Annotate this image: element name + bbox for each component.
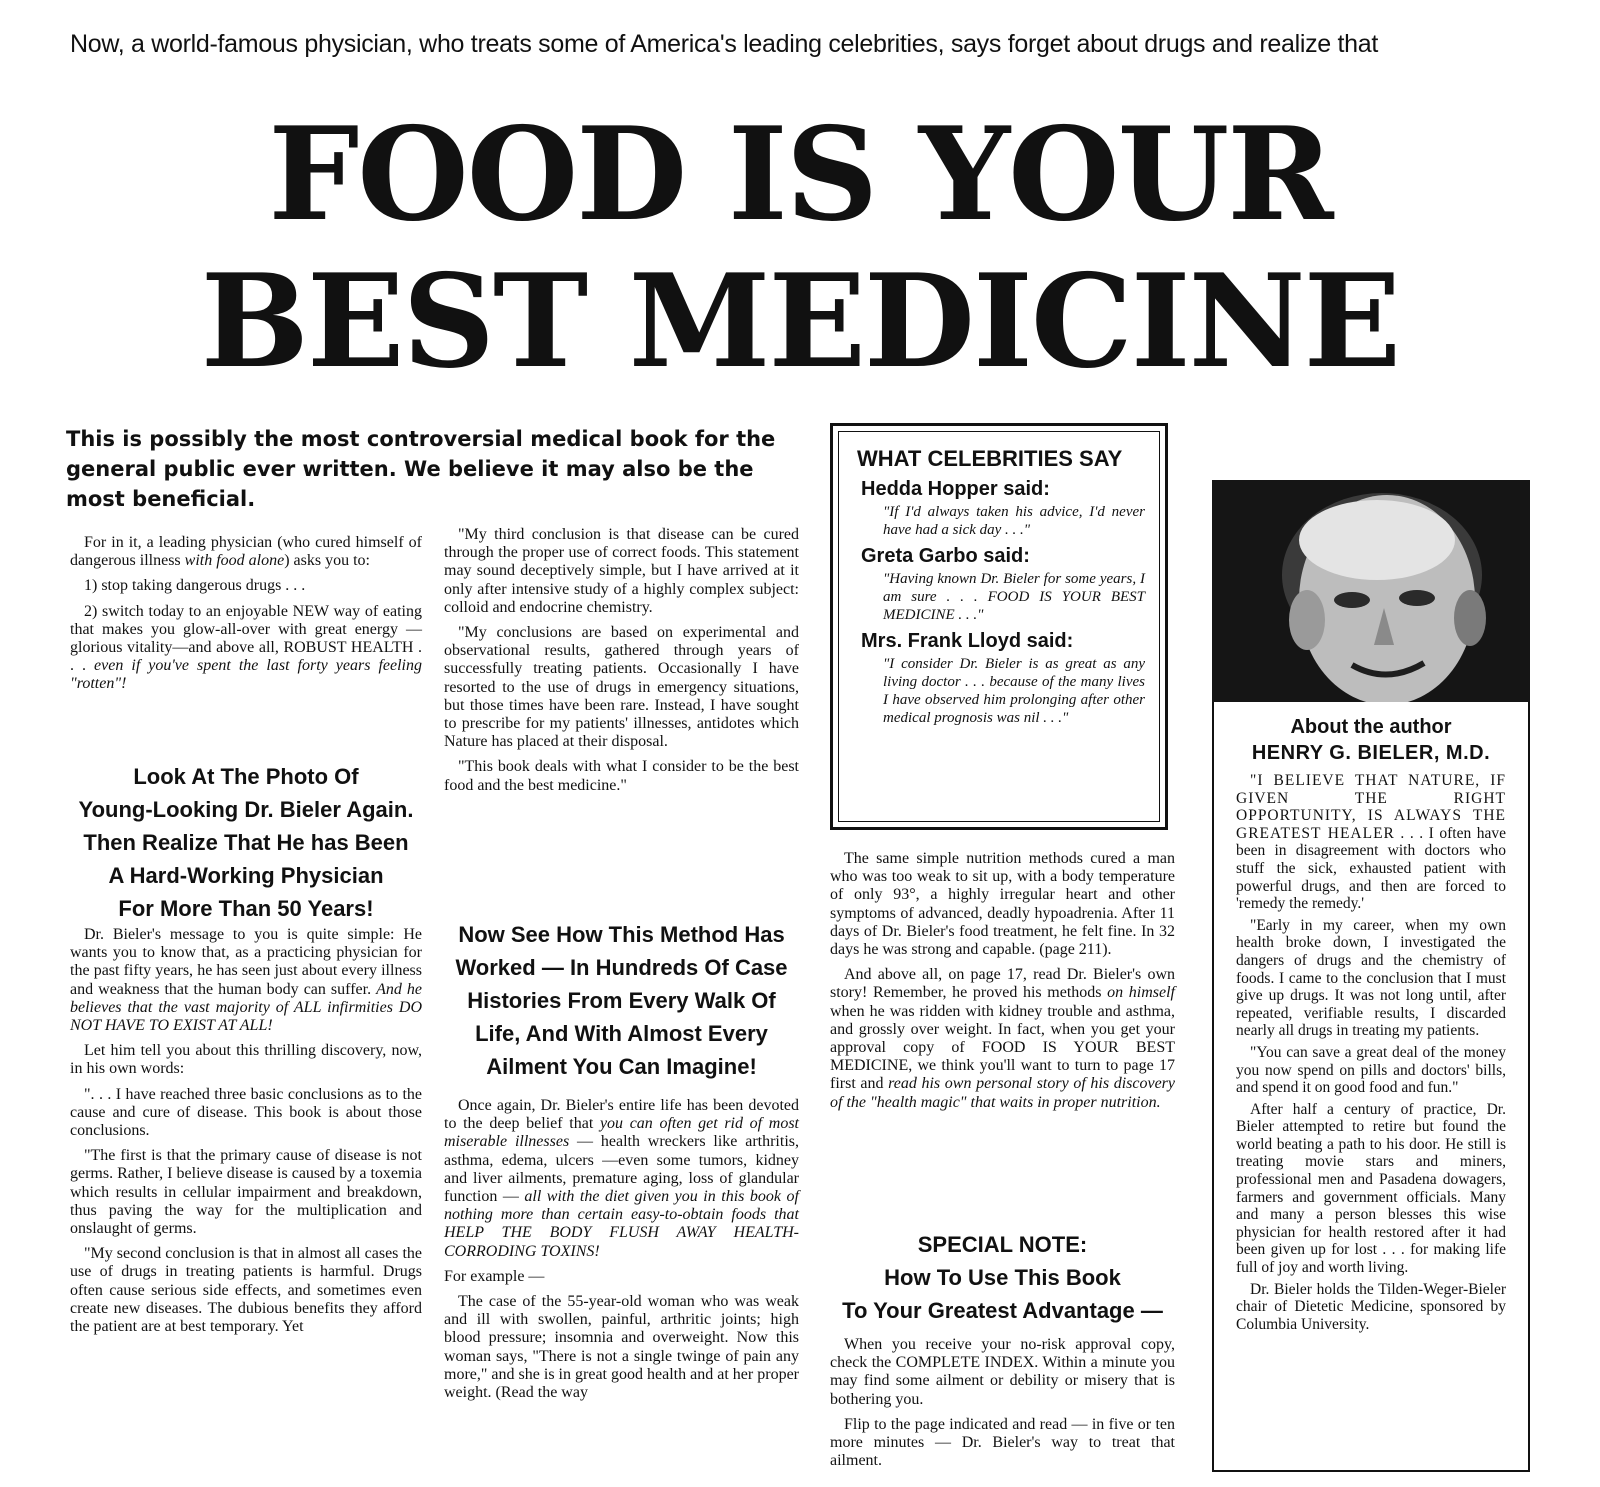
body-paragraph [444,1097,799,1261]
subhead-line: Then Realize That He has Been [83,830,409,855]
subhead-line: Life, And With Almost Every [475,1021,768,1046]
text-run: And above all, on page 17, read Dr. Bieler's own story! Remember, he proved his methods [830,966,1175,1002]
celebrity-quote: "Having known Dr. Bieler for some years, I am sure . . . FOOD IS YOUR BEST MEDICINE . . ." [883,571,1145,623]
author-name: HENRY G. BIELER, M.D. [1251,742,1491,764]
subhead-line: Ailment You Can Imagine! [486,1054,757,1079]
body-paragraph: "My conclusions are based on experimental and observational results, gathered through years of successfully treating patients. Occasionally I have resorted to the use of drugs in emergency situations, but those times have been rare. Instead, I have sought to prescribe for my patients' illnesses, antidotes which Nature has placed at their disposal. [444,624,799,751]
body-paragraph: ". . . I have reached three basic conclusions as to the cause and cure of disease. This book is about those conclusions. [70,1085,422,1140]
italic-run: you can often get rid of most miserable illnesses [444,1115,800,1151]
subhead-line: Now See How This Method Has [458,922,785,947]
celebrity-quote: "I consider Dr. Bieler is as great as any living doctor . . . because of the many lives I have observed him prolonging after other medical prognosis was nil . . ." [883,656,1145,726]
body-paragraph: "Early in my career, when my own health broke down, I investigated the dangers of drugs and the chemistry of foods. I came to the conclusion that I must give up drugs. It was not long until, after repeated, verifiable results, I discarded nearly all drugs in treating my patients. [1236,916,1506,1040]
kicker-line: Now, a world-famous physician, who treats some of America's leading celebrities, says forget about drugs and realize that [70,30,1379,58]
body-paragraph [70,926,422,1035]
author-box [1212,702,1530,1472]
subhead-line: How To Use This Book [884,1265,1121,1290]
celebrities-box [830,423,1168,830]
italic-run: And he believes that the vast majority of ALL infirmities DO NOT HAVE TO EXIST AT ALL! [70,980,422,1035]
text-run: ) asks you to: [284,552,370,570]
celebrity-name: Greta Garbo said: [861,545,1030,567]
column-1-bottom [70,926,422,1343]
lede-paragraph: This is possibly the most controversial medical book for the general public ever written. We believe it may also be the most beneficial. [66,427,776,511]
body-paragraph: When you receive your no-risk approval copy, check the COMPLETE INDEX. Within a minute you may find some ailment or debility or misery that is bothering you. [830,1336,1175,1408]
author-portrait-illustration [1212,480,1530,702]
body-paragraph: The same simple nutrition methods cured a man who was too weak to sit up, with a body temperature of only 93°, a highly irregular heart and other symptoms of advanced, deadly hypoadrenia. After 11 days of Dr. Bieler's food treatment, he felt fine. In 32 days he was strong and capable. (page 211). [830,850,1175,959]
body-paragraph: "The first is that the primary cause of disease is not germs. Rather, I believe disease is caused by a toxemia which results in cellular impairment and breakdown, thus paving the way for the multiplication and onslaught of germs. [70,1147,422,1238]
text-run: Dr. Bieler's message to you is quite simple: He wants you to know that, as a practicing physician for the past fifty years, he has seen just about every illness and weakness that the human body can suffer. [70,926,422,998]
subhead-line: Young-Looking Dr. Bieler Again. [78,797,414,822]
column-2-bottom [444,1097,799,1409]
body-paragraph: The case of the 55-year-old woman who was weak and ill with swollen, painful, arthritic joints; high blood pressure; insomnia and overweight. Now this woman says, "There is not a single twinge of pain any more," and she is in great good health and at her proper weight. (Read the way [444,1293,799,1402]
subhead-line: To Your Greatest Advantage — [842,1298,1163,1323]
subhead-line: Histories From Every Walk Of [467,988,776,1013]
body-paragraph [1236,772,1506,913]
subhead-method [444,918,799,1083]
body-paragraph: Dr. Bieler holds the Tilden-Weger-Bieler chair of Dietetic Medicine, sponsored by Columbia University. [1236,1280,1506,1333]
italic-run: even if you've spent the last forty years feeling "rotten"! [70,657,422,693]
text-run: Once again, Dr. Bieler's entire life has been devoted to the deep belief that [444,1097,799,1133]
text-run: . . . I often have been in disagreement with doctors who stuff the sick, exhausted patient with powerful drugs, and then are forced to 'remedy the remedy.' [1236,824,1506,913]
italic-run: all with the diet given you in this book of nothing more than certain easy-to-obtain foods that HELP THE BODY FLUSH AWAY HEALTH-CORRODING TOXINS! [444,1188,799,1260]
celebrity-quote: "If I'd always taken his advice, I'd never have had a sick day . . ." [883,504,1145,538]
author-photo [1212,480,1530,702]
headline-line-1: FOOD IS YOUR [268,100,1332,250]
body-paragraph: Flip to the page indicated and read — in five or ten more minutes — Dr. Bieler's way to treat that ailment. [830,1415,1175,1470]
subhead-photo [70,760,422,925]
text-run: For in it, a leading physician (who cured himself of dangerous illness [70,534,422,570]
caps-run: "I BELIEVE THAT NATURE, IF GIVEN THE RIGHT OPPORTUNITY, IS ALWAYS THE GREATEST HEALER [1236,772,1506,842]
body-paragraph [70,603,422,694]
text-run: when he was ridden with kidney trouble and asthma, and grossly over weight. In fact, when you get your approval copy of FOOD IS YOUR BEST MEDICINE, we think you'll want to turn to page 17 first and [830,1002,1175,1093]
italic-run: with food alone [184,552,285,570]
subhead-line: For More Than 50 Years! [118,896,374,921]
author-body [1236,772,1506,1333]
celebrity-name: Mrs. Frank Lloyd said: [861,630,1074,652]
text-run: 2) switch today to an enjoyable NEW way of eating that makes you glow-all-over with great energy — glorious vitality—and above all, ROBUST HEALTH . . . [70,602,422,675]
text-run: — health wreckers like arthritis, asthma, edema, ulcers —even some tumors, kidney and liver ailments, premature aging, loss of glandular function — [444,1133,799,1206]
celebrities-title: WHAT CELEBRITIES SAY [857,446,1123,471]
subhead-line: A Hard-Working Physician [108,863,384,888]
column-1-top [70,534,422,701]
subhead-line: Worked — In Hundreds Of Case [455,955,788,980]
celebrities-box-inner [838,431,1160,822]
body-paragraph: 1) stop taking dangerous drugs . . . [84,577,306,595]
about-author-heading: About the author [1290,716,1452,738]
subhead-line: Look At The Photo Of [133,764,359,789]
body-paragraph [830,966,1175,1112]
body-paragraph: Let him tell you about this thrilling discovery, now, in his own words: [70,1042,422,1078]
italic-run: on himself [1107,984,1175,1002]
body-paragraph: After half a century of practice, Dr. Bieler attempted to retire but found the world beating a path to his door. He still is treating movie stars and miners, professional men and Pasadena dowagers, farmers and government officials. Many and many a person blesses this wise physician for health restored after it had been given up for lost . . . for making life full of joy and worth living. [1236,1100,1506,1277]
body-paragraph [70,534,422,570]
body-paragraph: "You can save a great deal of the money you now spend on pills and doctors' bills, and spend it on good food and fun." [1236,1043,1506,1097]
subhead-special-note [830,1228,1175,1327]
headline-line-2: BEST MEDICINE [200,247,1400,397]
body-paragraph: "My third conclusion is that disease can be cured through the proper use of correct foods. This statement may sound deceptively simple, but I have arrived at it only after intensive study of a highly complex subject: colloid and endocrine chemistry. [444,526,799,616]
column-2-top [444,526,799,802]
celebrity-name: Hedda Hopper said: [861,478,1050,500]
body-paragraph: "This book deals with what I consider to be the best food and the best medicine." [444,758,799,794]
subhead-line: SPECIAL NOTE: [917,1232,1088,1257]
italic-run: read his own personal story of his discovery of the "health magic" that waits in proper nutrition. [830,1075,1175,1111]
body-paragraph: For example — [444,1267,545,1285]
column-3-top [830,850,1175,1119]
column-3-bottom [830,1336,1175,1477]
body-paragraph: "My second conclusion is that in almost all cases the use of drugs in treating patients is harmful. Drugs often cause serious side effects, and sometimes even create new diseases. The dubious benefits they afford the patient are at best temporary. Yet [70,1245,422,1336]
